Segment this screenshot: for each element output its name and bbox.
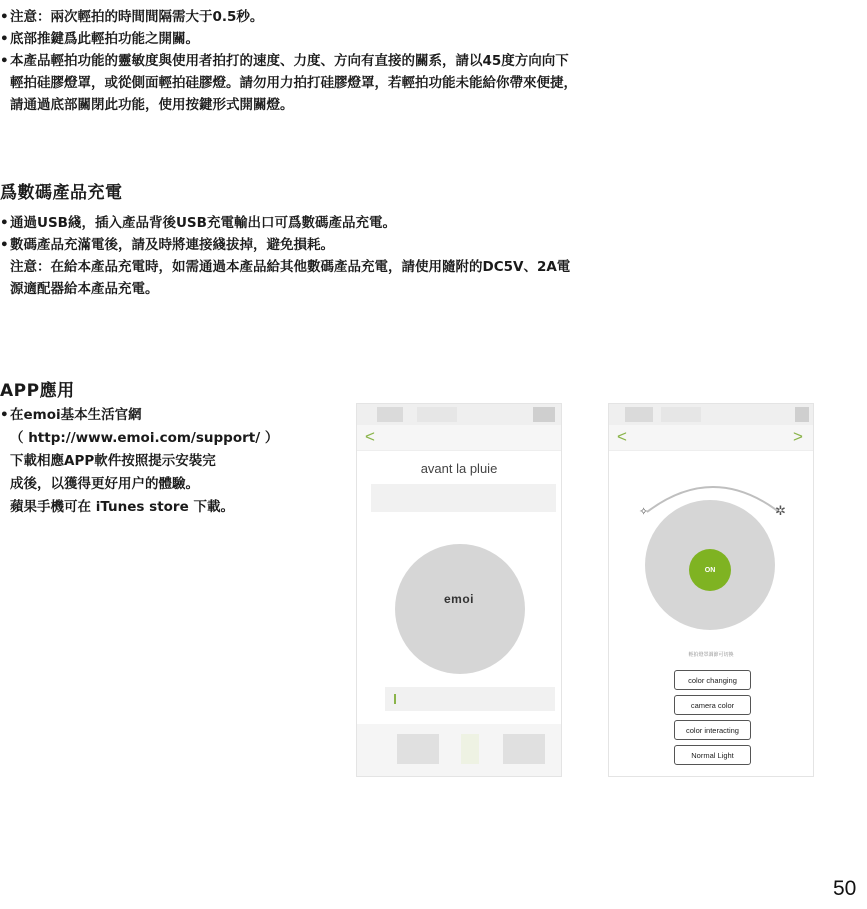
- note-interval: • 注意：兩次輕拍的時間間隔需大于0.5秒。: [0, 6, 820, 28]
- back-icon[interactable]: <: [617, 427, 627, 446]
- nav-bar: [357, 425, 561, 451]
- bright-icon: ✲: [775, 503, 786, 518]
- charging-note-1: 注意：在給本產品充電時，如需通過本產品給其他數碼產品充電，請使用隨附的DC5V、2A電: [10, 259, 571, 275]
- brand-logo: emoi: [443, 592, 474, 606]
- back-icon[interactable]: <: [365, 427, 375, 446]
- status-bar: [357, 404, 561, 425]
- toolbar-tile-3[interactable]: [503, 734, 545, 764]
- option-normal-light[interactable]: Normal Light: [674, 745, 751, 765]
- note-sensitivity-cont-1: 輕拍硅膠燈罩，或從側面輕拍硅膠燈。請勿用力拍打硅膠燈罩，若輕拍功能未能給你帶來便捷，: [10, 75, 577, 91]
- text-cursor: [394, 694, 396, 704]
- note-sensitivity: • 本產品輕拍功能的靈敏度與使用者拍打的速度、力度、方向有直接的關系，請以45度方向向下: [0, 50, 820, 72]
- lamp-circle[interactable]: [395, 544, 525, 674]
- app-line-itunes: 蘋果手機可在 iTunes store 下載。: [10, 499, 234, 515]
- charging-item-usb: • 通過USB綫，插入產品背後USB充電輸出口可爲數碼產品充電。: [0, 212, 820, 234]
- tap-notes: [0, 6, 820, 116]
- toolbar-tile-2[interactable]: [461, 734, 479, 764]
- power-on-button[interactable]: ON: [689, 549, 731, 591]
- dim-icon: ✧: [639, 506, 649, 518]
- blurred-input-strip: [385, 687, 555, 711]
- charging-title: 爲數碼產品充電: [0, 183, 123, 203]
- status-bar: [609, 404, 813, 425]
- nav-bar: [609, 425, 813, 451]
- toolbar-tile-1[interactable]: [397, 734, 439, 764]
- blurred-header-strip: [371, 484, 556, 512]
- page-number: 50: [833, 877, 857, 900]
- device-name: avant la pluie: [420, 461, 498, 476]
- charging-note-2: 源適配器給本產品充電。: [10, 281, 159, 297]
- phone-screenshot-light-control: [608, 403, 814, 777]
- charging-item-unplug: • 數碼產品充滿電後，請及時將連接綫拔掉，避免損耗。: [0, 234, 820, 256]
- bottom-toolbar: [357, 724, 561, 776]
- note-sensitivity-cont-2: 請通過底部關閉此功能，使用按鍵形式開關燈。: [10, 97, 294, 113]
- app-instructions: [0, 404, 320, 519]
- app-line-install: 下載相應APP軟件按照提示安裝完: [10, 453, 216, 469]
- app-line-url: （ http://www.emoi.com/support/ ）: [10, 430, 279, 446]
- forward-icon[interactable]: >: [793, 427, 803, 446]
- charging-body: [0, 212, 820, 300]
- phone-screenshot-home: [356, 403, 562, 777]
- app-title: APP應用: [0, 381, 75, 401]
- option-color-interacting[interactable]: color interacting: [674, 720, 751, 740]
- note-switch: • 底部推鍵爲此輕拍功能之開關。: [0, 28, 820, 50]
- app-line-site: • 在emoi基本生活官網: [0, 404, 320, 427]
- app-line-experience: 成後，以獲得更好用户的體驗。: [10, 476, 199, 492]
- option-color-changing[interactable]: color changing: [674, 670, 751, 690]
- option-camera-color[interactable]: camera color: [674, 695, 751, 715]
- mode-caption: 輕拍燈罩調節可切換: [688, 652, 734, 658]
